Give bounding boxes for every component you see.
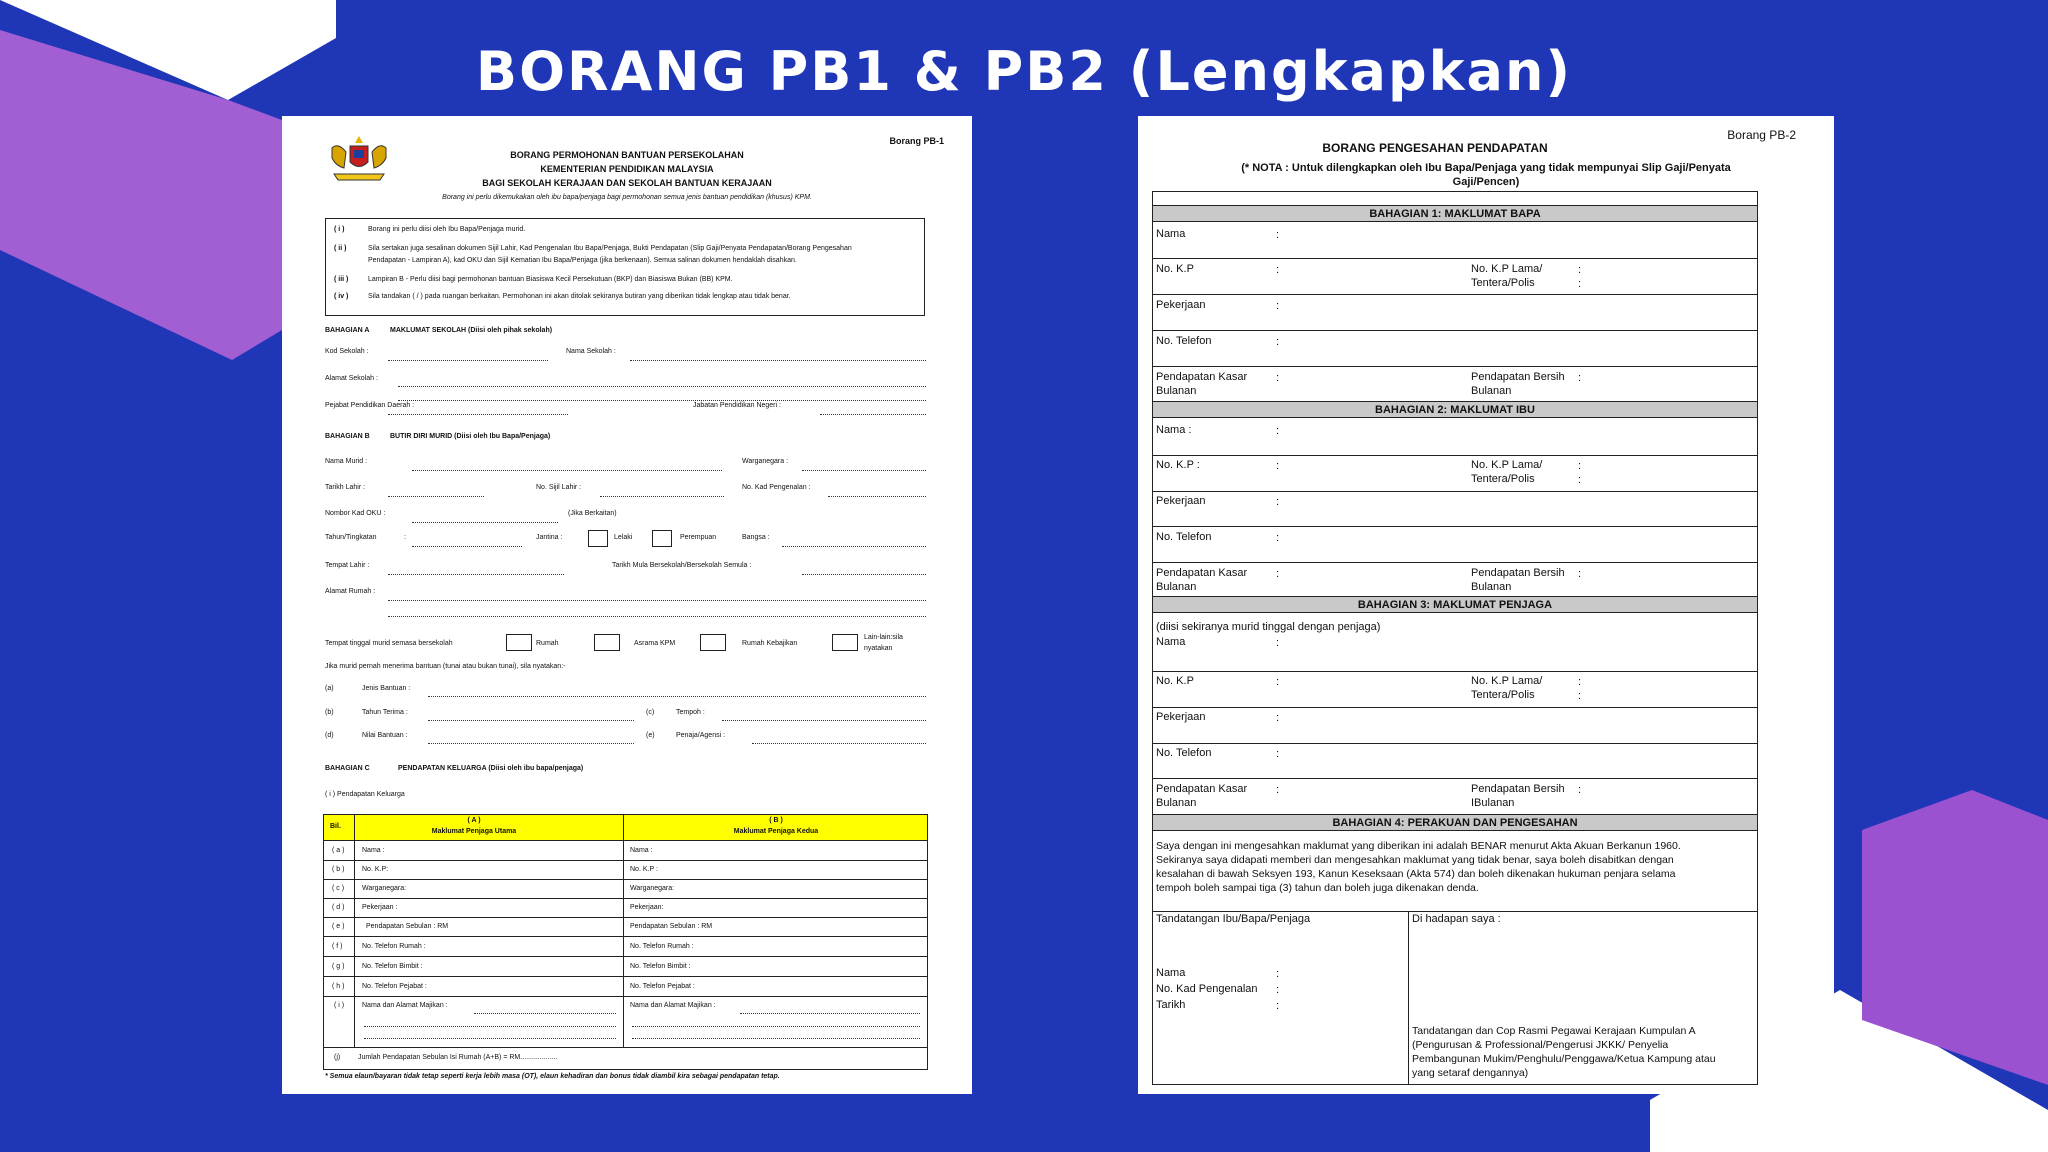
label-nama-sign: Nama (1156, 967, 1186, 979)
colon: : (1276, 372, 1280, 384)
section-1-title: BAHAGIAN 1: MAKLUMAT BAPA (1369, 208, 1541, 220)
row-marker: ( d ) (332, 904, 345, 911)
label-telefon-bapa: No. Telefon (1156, 335, 1212, 347)
colon: : (1276, 568, 1280, 580)
label-tentera-penjaga: Tentera/Polis (1471, 689, 1535, 701)
colon: : (1578, 568, 1582, 580)
label-nama-penjaga: Nama (1156, 636, 1186, 648)
label-tarikh-mula: Tarikh Mula Bersekolah/Bersekolah Semula : (612, 562, 752, 569)
label-tentera-ibu: Tentera/Polis (1471, 473, 1535, 485)
form-heading-line1: BORANG PERMOHONAN BANTUAN PERSEKOLAHAN (510, 150, 744, 160)
label-nama-murid: Nama Murid : (325, 458, 368, 465)
field-tarikh-mula[interactable] (802, 574, 926, 575)
label-bersih-penjaga: Pendapatan Bersih (1471, 783, 1565, 795)
colon: : (1276, 784, 1280, 796)
label-nama-bapa: Nama (1156, 228, 1186, 240)
label-bulanan: Bulanan (1156, 797, 1197, 809)
colon: : (1276, 425, 1280, 437)
colon: : (1276, 712, 1280, 724)
row-marker: ( e ) (332, 923, 345, 930)
field-tempoh[interactable] (722, 720, 926, 721)
field-majikan-a-3[interactable] (364, 1038, 616, 1039)
label-tahun-tingkatan: Tahun/Tingkatan (325, 534, 377, 541)
field-majikan-b-3[interactable] (632, 1038, 920, 1039)
colon: : (1578, 784, 1582, 796)
label-oku: Nombor Kad OKU : (325, 510, 386, 517)
field-tahun-terima[interactable] (428, 720, 634, 721)
label-rumah: Rumah (536, 640, 559, 647)
field-majikan-b[interactable] (740, 1013, 920, 1014)
row-marker: ( g ) (332, 963, 345, 970)
field-alamat-rumah-2[interactable] (388, 616, 926, 617)
form-note-line2: Gaji/Pencen) (1452, 176, 1520, 188)
field-kod-sekolah[interactable] (388, 360, 548, 361)
officer-line4: yang setaraf dengannya) (1412, 1067, 1529, 1079)
colon: : (1276, 532, 1280, 544)
section-3-title: BAHAGIAN 3: MAKLUMAT PENJAGA (1357, 599, 1553, 611)
colon: : (1276, 984, 1280, 996)
field-oku[interactable] (412, 522, 558, 523)
colon: : (1276, 264, 1280, 276)
section-b-title: BUTIR DIRI MURID (Diisi oleh Ibu Bapa/Penjaga) (390, 433, 551, 440)
checkbox-rumah[interactable] (506, 634, 532, 651)
colon: : (1276, 1000, 1280, 1012)
label-lelaki: Lelaki (614, 534, 633, 541)
cell-b: No. Telefon Rumah : (630, 943, 694, 950)
section-a-label: BAHAGIAN A (325, 327, 370, 334)
cell-a: Nama dan Alamat Majikan : (362, 1002, 448, 1009)
cell-a: Pekerjaan : (362, 904, 398, 911)
label-tempoh: Tempoh : (676, 709, 705, 716)
checkbox-lelaki[interactable] (588, 530, 608, 547)
footnote: * Semua elaun/bayaran tidak tetap seperti kerja lebih masa (OT), elaun kehadiran dan bonus tidak diambil kira sebagai pendapatan tetap. (325, 1073, 780, 1080)
cell-b: Nama dan Alamat Majikan : (630, 1002, 716, 1009)
label-nama-sekolah: Nama Sekolah : (566, 348, 616, 355)
total-income: Jumlah Pendapatan Sebulan Isi Rumah (A+B) = RM................... (358, 1054, 558, 1061)
label-bulanan-penjaga: IBulanan (1471, 797, 1515, 809)
label-pernah-terima: Jika murid pernah menerima bantuan (tunai atau bukan tunai), sila nyatakan:- (325, 663, 566, 670)
field-sijil-lahir[interactable] (600, 496, 724, 497)
section-b-label: BAHAGIAN B (325, 433, 370, 440)
colon: : (1578, 278, 1582, 290)
field-majikan-a[interactable] (474, 1013, 616, 1014)
label-alamat-sekolah: Alamat Sekolah : (325, 375, 378, 382)
label-penaja: Penaja/Agensi : (676, 732, 726, 739)
section-c-title: PENDAPATAN KELUARGA (Diisi oleh ibu bapa/penjaga) (398, 765, 584, 772)
field-ppd[interactable] (388, 414, 568, 415)
cell-a: No. Telefon Bimbit : (362, 963, 423, 970)
form-note-line1: (* NOTA : Untuk dilengkapkan oleh Ibu Bapa/Penjaga yang tidak mempunyai Slip Gaji/Penyata (1241, 162, 1731, 174)
field-nama-sekolah[interactable] (630, 360, 926, 361)
cell-a: No. Telefon Rumah : (362, 943, 426, 950)
label-alamat-rumah: Alamat Rumah : (325, 588, 376, 595)
cell-b: No. Telefon Pejabat : (630, 983, 695, 990)
field-bangsa[interactable] (782, 546, 926, 547)
colon: : (1276, 300, 1280, 312)
label-kplama-bapa: No. K.P Lama/ (1471, 263, 1543, 275)
label-kod-sekolah: Kod Sekolah : (325, 348, 369, 355)
item-marker: (d) (325, 732, 334, 739)
label-kebajikan: Rumah Kebajikan (742, 640, 798, 647)
row-marker: ( c ) (332, 885, 345, 892)
label-warganegara: Warganegara : (742, 458, 789, 465)
label-kp-bapa: No. K.P (1156, 263, 1194, 275)
field-penaja[interactable] (752, 743, 926, 744)
cell-a: Pendapatan Sebulan : RM (366, 923, 449, 930)
label-jenis-bantuan: Jenis Bantuan : (362, 685, 411, 692)
field-alamat-sekolah-2[interactable] (398, 400, 926, 401)
colon: : (1276, 676, 1280, 688)
form-heading: BORANG PENGESAHAN PENDAPATAN (1322, 141, 1548, 155)
row-marker: (j) (334, 1054, 341, 1061)
note-text: Pendapatan - Lampiran A), kad OKU dan Sijil Kematian Ibu Bapa/Penjaga (jika berkenaan). Semua salinan dokumen hendaklah disahkan. (368, 257, 797, 264)
row-marker: ( b ) (332, 866, 345, 873)
field-jpn[interactable] (820, 414, 926, 415)
label-kasar-ibu: Pendapatan Kasar (1156, 567, 1248, 579)
row-marker: ( f ) (332, 943, 343, 950)
label-perempuan: Perempuan (680, 534, 717, 541)
label-telefon-ibu: No. Telefon (1156, 531, 1212, 543)
cell-a: No. Telefon Pejabat : (362, 983, 427, 990)
field-nilai-bantuan[interactable] (428, 743, 634, 744)
field-kad-pengenalan[interactable] (828, 496, 926, 497)
cell-b: Pekerjaan: (630, 904, 664, 911)
colon: : (1276, 968, 1280, 980)
header-bil: Bil. (330, 823, 341, 830)
field-alamat-sekolah[interactable] (398, 386, 926, 387)
cell-a: No. K.P: (362, 866, 389, 873)
item-marker: (b) (325, 709, 334, 716)
colon: : (1578, 460, 1582, 472)
label-tempat-tinggal: Tempat tinggal murid semasa bersekolah (325, 640, 453, 647)
officer-line2: (Pengurusan & Professional/Pengerusi JKKK/ Penyelia (1412, 1039, 1669, 1051)
form-code: Borang PB-1 (889, 136, 944, 146)
row-marker: ( i ) (334, 1002, 345, 1009)
colon: : (1578, 690, 1582, 702)
label-nilai-bantuan: Nilai Bantuan : (362, 732, 408, 739)
colon: : (1276, 336, 1280, 348)
label-bulanan: Bulanan (1156, 581, 1197, 593)
row-marker: ( h ) (332, 983, 345, 990)
declaration-line2: Sekiranya saya didapati memberi dan mengesahkan maklumat yang tidak benar, saya boleh disabitkan dengan (1156, 854, 1674, 866)
label-nama-ibu: Nama : (1156, 424, 1192, 436)
form-subheading: Borang ini perlu dikemukakan oleh ibu bapa/penjaga bagi permohonan semua jenis bantuan pendidikan (khusus) KPM. (442, 194, 812, 201)
label-kplama-penjaga: No. K.P Lama/ (1471, 675, 1543, 687)
label-pekerjaan-bapa: Pekerjaan (1156, 299, 1206, 311)
field-warganegara[interactable] (802, 470, 926, 471)
section-c-label: BAHAGIAN C (325, 765, 370, 772)
declaration-line4: tempoh boleh sampai tiga (3) tahun dan boleh juga dikenakan denda. (1156, 882, 1479, 894)
colon: : (1276, 496, 1280, 508)
note-text: Borang ini perlu diisi oleh Ibu Bapa/Penjaga murid. (368, 226, 526, 233)
header-a-title: Maklumat Penjaga Utama (431, 828, 517, 835)
note-text: Lampiran B - Perlu diisi bagi permohonan bantuan Biasiswa Kecil Persekutuan (BKP) dan Biasiswa Bukan (BB) KPM. (368, 276, 733, 283)
colon: : (1276, 748, 1280, 760)
header-a-code: ( A ) (467, 817, 481, 824)
label-kplama-ibu: No. K.P Lama/ (1471, 459, 1543, 471)
note-text: Sila tandakan ( / ) pada ruangan berkaitan. Permohonan ini akan ditolak sekiranya butiran yang diberikan tidak lengkap atau tidak benar. (368, 293, 791, 300)
checkbox-asrama[interactable] (594, 634, 620, 651)
cell-b: Pendapatan Sebulan : RM (630, 923, 713, 930)
field-majikan-a-2[interactable] (364, 1026, 616, 1027)
label-kasar-bapa: Pendapatan Kasar (1156, 371, 1248, 383)
form-code: Borang PB-2 (1727, 128, 1796, 142)
note-number: ( iii ) (334, 276, 349, 283)
colon: : (1578, 264, 1582, 276)
row-marker: ( a ) (332, 847, 345, 854)
field-majikan-b-2[interactable] (632, 1026, 920, 1027)
item-marker: (c) (646, 709, 655, 716)
penjaga-note: (diisi sekiranya murid tinggal dengan penjaga) (1156, 621, 1381, 633)
colon: : (1276, 460, 1280, 472)
section-a-title: MAKLUMAT SEKOLAH (Diisi oleh pihak sekolah) (390, 327, 553, 334)
header-b-title: Maklumat Penjaga Kedua (733, 828, 819, 835)
cell-b: No. K.P : (630, 866, 658, 873)
label-tarikh-sign: Tarikh (1156, 999, 1186, 1011)
label-kp-ibu: No. K.P : (1156, 459, 1200, 471)
label-tarikh-lahir: Tarikh Lahir : (325, 484, 366, 491)
label-kad-pengenalan: No. Kad Pengenalan : (742, 484, 811, 491)
label-pekerjaan-penjaga: Pekerjaan (1156, 711, 1206, 723)
checkbox-kebajikan[interactable] (700, 634, 726, 651)
label-bersih-bapa: Pendapatan Bersih (1471, 371, 1565, 383)
label-tempat-lahir: Tempat Lahir : (325, 562, 370, 569)
label-telefon-penjaga: No. Telefon (1156, 747, 1212, 759)
note-text: Sila sertakan juga sesalinan dokumen Sijil Lahir, Kad Pengenalan Ibu Bapa/Penjaga, Bukti Pendapatan (Slip Gaji/Penyata Pendapatan/Borang Pengesahan (368, 245, 852, 252)
label-tahun-terima: Tahun Terima : (362, 709, 408, 716)
note-number: ( ii ) (334, 245, 347, 252)
label-sign-right: Di hadapan saya : (1412, 913, 1501, 925)
item-marker: (e) (646, 732, 655, 739)
label-bulanan: Bulanan (1471, 385, 1512, 397)
colon: : (404, 534, 406, 541)
label-lain-lain-2: nyatakan (864, 645, 893, 652)
cell-b: Nama : (630, 847, 653, 854)
field-tarikh-lahir[interactable] (388, 496, 484, 497)
label-sign-left: Tandatangan Ibu/Bapa/Penjaga (1156, 913, 1311, 925)
signature-box-right[interactable] (1412, 930, 1754, 1020)
checkbox-lain-lain[interactable] (832, 634, 858, 651)
note-number: ( i ) (334, 226, 345, 233)
label-bersih-ibu: Pendapatan Bersih (1471, 567, 1565, 579)
label-jpn: Jabatan Pendidikan Negeri : (693, 402, 781, 409)
declaration-line3: kesalahan di bawah Seksyen 193, Kanun Keseksaan (Akta 574) dan boleh dikenakan hukuman penjara selama (1156, 868, 1676, 880)
label-asrama: Asrama KPM (634, 640, 676, 647)
colon: : (1578, 474, 1582, 486)
label-bangsa: Bangsa : (742, 534, 770, 541)
label-kad-sign: No. Kad Pengenalan (1156, 983, 1258, 995)
label-tentera-bapa: Tentera/Polis (1471, 277, 1535, 289)
label-ppd: Pejabat Pendidikan Daerah : (325, 402, 415, 409)
cell-b: No. Telefon Bimbit : (630, 963, 691, 970)
label-lain-lain-1: Lain-lain:sila (864, 634, 903, 641)
cell-b: Warganegara: (630, 885, 675, 892)
form-pb2 (1138, 116, 1834, 1094)
label-kp-penjaga: No. K.P (1156, 675, 1194, 687)
checkbox-perempuan[interactable] (652, 530, 672, 547)
colon: : (1276, 637, 1280, 649)
label-jantina: Jantina : (536, 534, 563, 541)
signature-box-left[interactable] (1156, 930, 1404, 980)
header-b-code: ( B ) (769, 817, 783, 824)
field-tahun-tingkatan[interactable] (412, 546, 522, 547)
field-tempat-lahir[interactable] (388, 574, 564, 575)
officer-line1: Tandatangan dan Cop Rasmi Pegawai Kerajaan Kumpulan A (1412, 1025, 1696, 1037)
label-jika-berkaitan: (Jika Berkaitan) (568, 510, 617, 517)
colon: : (1578, 372, 1582, 384)
label-bulanan: Bulanan (1156, 385, 1197, 397)
colon: : (1578, 676, 1582, 688)
cell-a: Warganegara: (362, 885, 407, 892)
section-2-title: BAHAGIAN 2: MAKLUMAT IBU (1375, 404, 1535, 416)
field-nama-murid[interactable] (412, 470, 722, 471)
page-title: BORANG PB1 & PB2 (Lengkapkan) (475, 40, 1573, 103)
label-kasar-penjaga: Pendapatan Kasar (1156, 783, 1248, 795)
form-heading-line3: BAGI SEKOLAH KERAJAAN DAN SEKOLAH BANTUAN KERAJAAN (482, 178, 772, 188)
note-number: ( iv ) (334, 293, 349, 300)
declaration-line1: Saya dengan ini mengesahkan maklumat yang diberikan ini adalah BENAR menurut Akta Akuan Berkanun 1960. (1156, 840, 1681, 852)
section-4-title: BAHAGIAN 4: PERAKUAN DAN PENGESAHAN (1332, 817, 1578, 829)
label-sijil-lahir: No. Sijil Lahir : (536, 484, 582, 491)
colon: : (1276, 229, 1280, 241)
form-heading-line2: KEMENTERIAN PENDIDIKAN MALAYSIA (540, 164, 714, 174)
form-pb1 (282, 116, 972, 1094)
item-marker: (a) (325, 685, 334, 692)
income-table (323, 814, 928, 1070)
field-alamat-rumah[interactable] (388, 600, 926, 601)
label-pekerjaan-ibu: Pekerjaan (1156, 495, 1206, 507)
section-c-sub: ( i ) Pendapatan Keluarga (325, 791, 405, 798)
field-jenis-bantuan[interactable] (428, 696, 926, 697)
officer-line3: Pembangunan Mukim/Penghulu/Penggawa/Ketua Kampung atau (1412, 1053, 1716, 1065)
label-bulanan: Bulanan (1471, 581, 1512, 593)
cell-a: Nama : (362, 847, 385, 854)
